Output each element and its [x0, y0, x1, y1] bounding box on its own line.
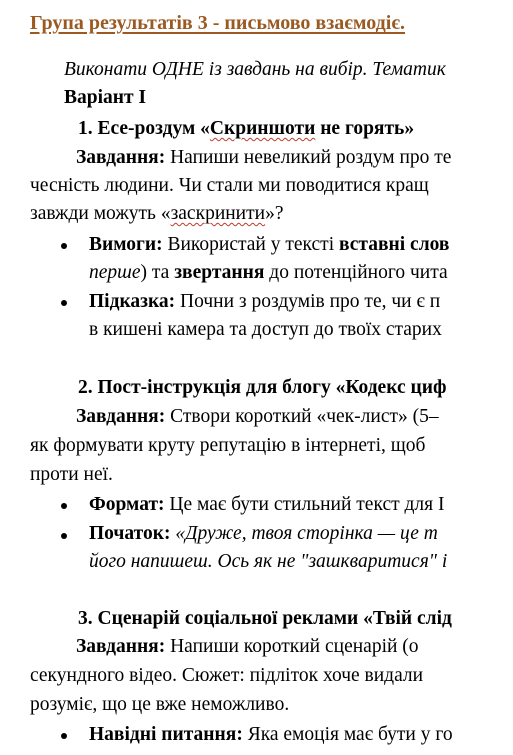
task3-task-line1: Завдання: Напиши короткий сценарій (о [76, 636, 419, 657]
task1-bullet1-line2: перше) та звертання до потенційного чита [89, 262, 448, 283]
task1-task-line3: завжди можуть «заскринити»? [30, 203, 284, 224]
bullet-marker [61, 503, 67, 509]
task3-task-line2: секундного відео. Сюжет: підліток хоче видали [30, 665, 424, 686]
task1-bullet1-line1: Вимоги: Використай у тексті вставні слов [89, 234, 450, 255]
task2-task-line2: як формувати круту репутацію в інтернеті, щоб [30, 435, 426, 456]
task1-title-spellcheck: Скриншоти [209, 118, 316, 139]
task2-bullet2-line2: його напишеш. Ось як не "зашкваритися" і [89, 551, 448, 572]
task2-task-line1: Завдання: Створи короткий «чек-лист» (5– [76, 406, 439, 427]
task1-bullet2-line2: в кишені камера та доступ до твоїх старих [89, 319, 442, 340]
task2-task-line3: проти неї. [30, 464, 113, 485]
task1-title: 1. Есе-роздум «Скриншоти не горять» [78, 118, 415, 139]
task1-task-line1: Завдання: Напиши невеликий роздум про те [76, 147, 452, 168]
bullet-marker [61, 243, 67, 249]
bullet-marker [61, 300, 67, 306]
task1-bullet2-line1: Підказка: Почни з роздумів про те, чи є п [89, 291, 441, 312]
bullet-marker [61, 533, 67, 539]
intro-text: Виконати ОДНЕ із завдань на вибір. Тематик [64, 59, 446, 80]
bullet-marker [61, 733, 67, 739]
task2-bullet1-line1: Формат: Це має бути стильний текст для І [89, 494, 445, 515]
task1-task-line2: чесність людини. Чи стали ми поводитися кращ [30, 175, 429, 196]
task2-bullet2-line1: Початок: «Друже, твоя сторінка — це т [89, 523, 438, 544]
task3-title: 3. Сценарій соціальної реклами «Твій слід [78, 608, 452, 629]
task3-task-line3: розуміє, що це вже неможливо. [30, 694, 290, 715]
task2-title: 2. Пост-інструкція для блогу «Кодекс циф [78, 377, 447, 398]
group-title: Група результатів 3 - письмово взаємодіє. [30, 12, 405, 34]
task3-bullet1-line1: Навідні питання: Яка емоція має бути у го [89, 724, 453, 745]
variant-heading: Варіант І [64, 87, 147, 108]
